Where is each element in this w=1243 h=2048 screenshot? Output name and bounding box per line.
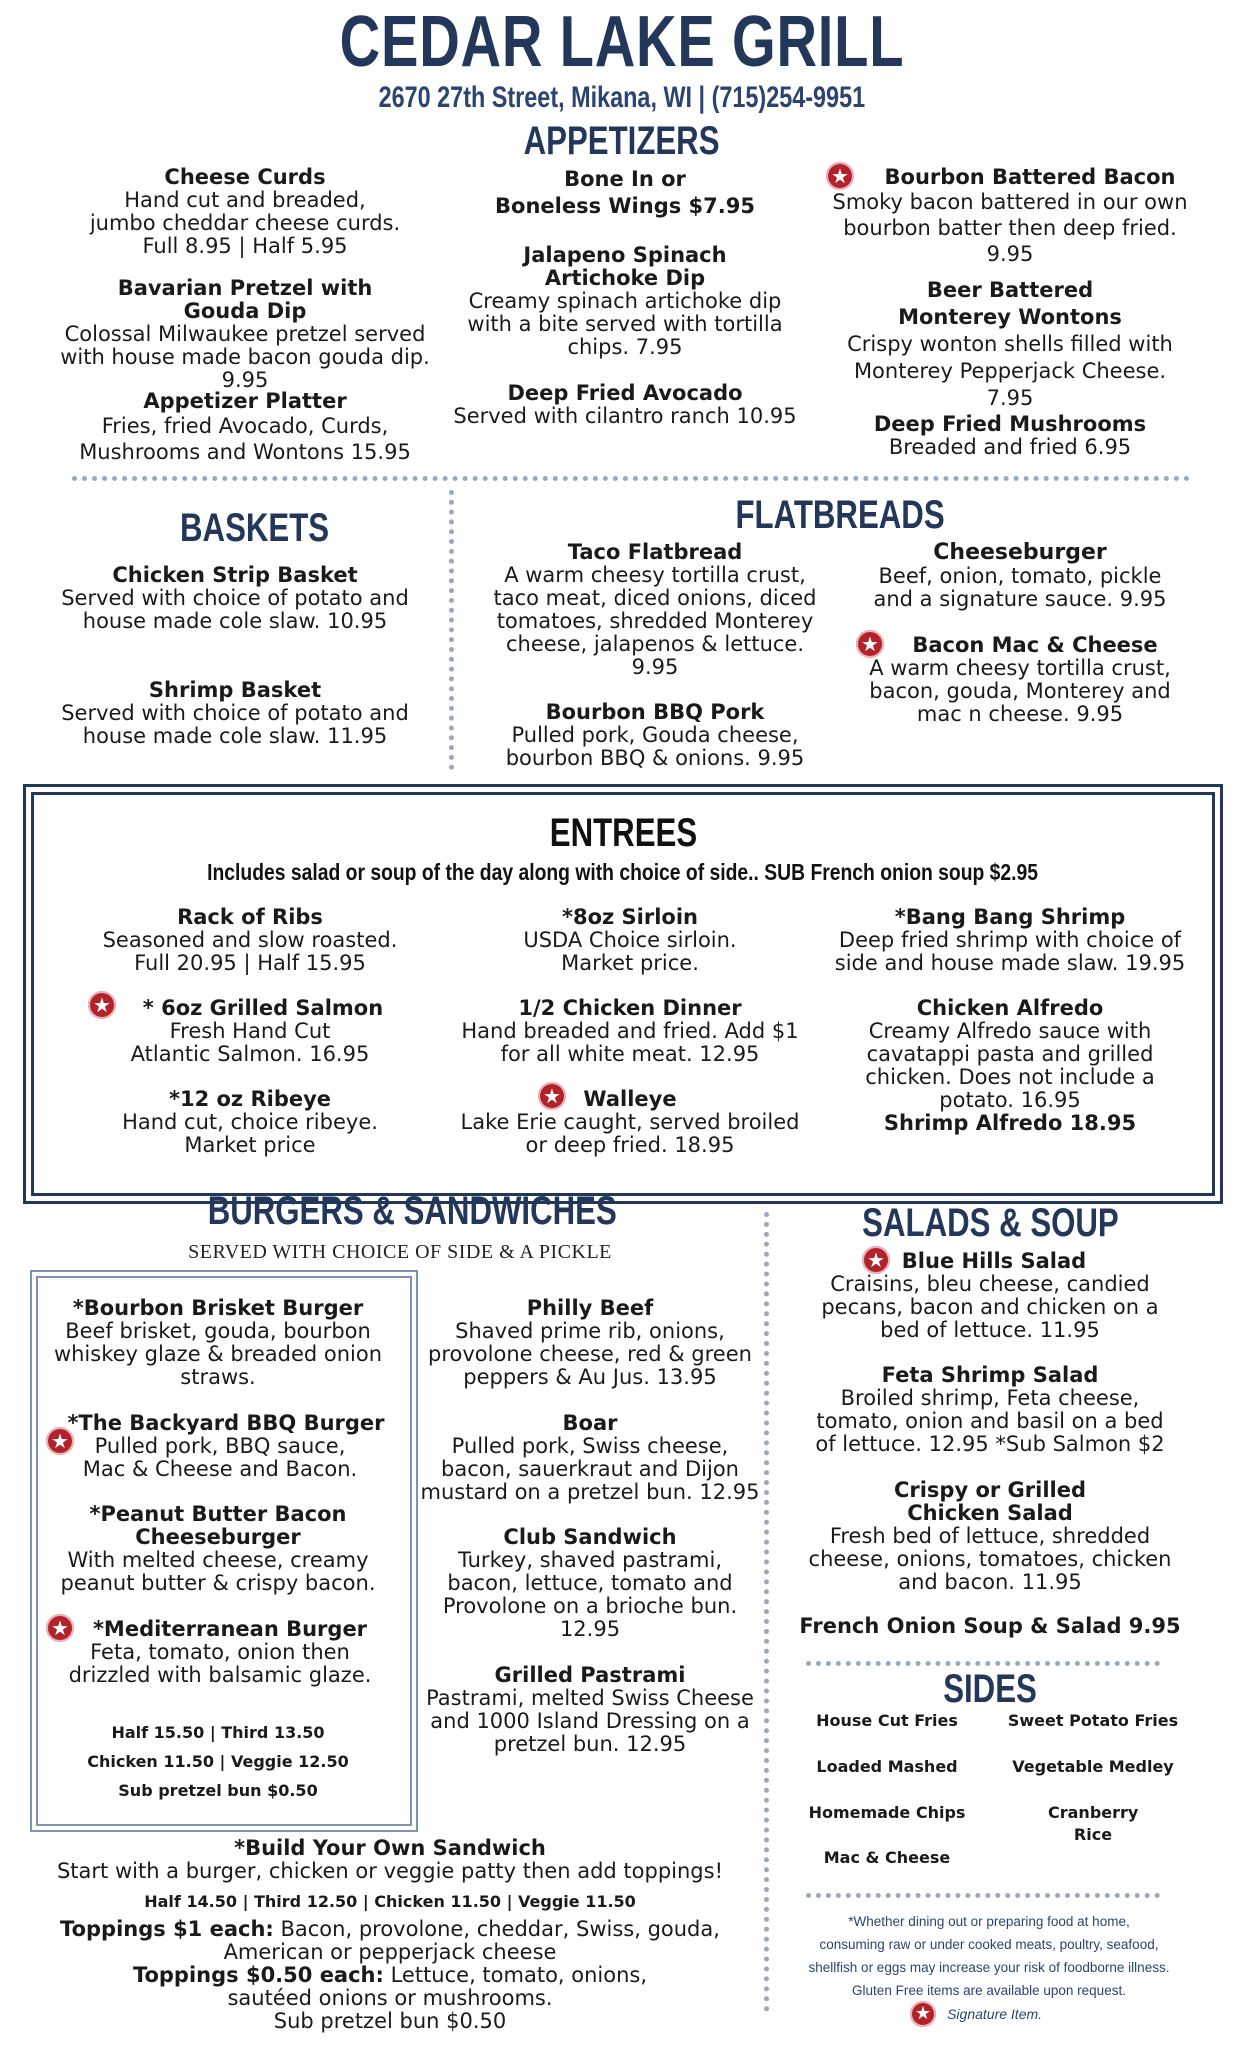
side-item: Loaded Mashed bbox=[816, 1757, 958, 1776]
menu-item-walleye: Walleye Lake Erie caught, served broiled or deep fried. 18.95 bbox=[460, 1087, 800, 1157]
signature-star-icon: ★ bbox=[46, 1427, 74, 1455]
salads-heading: SALADS & SOUP bbox=[861, 1201, 1119, 1245]
side-item: House Cut Fries bbox=[816, 1711, 958, 1730]
burgers-heading: BURGERS & SANDWICHES bbox=[207, 1189, 617, 1233]
menu-item-wontons: Beer Battered Monterey Wontons Crispy wonton shells filled with Monterey Pepperjack Cheese. 7.95 bbox=[847, 278, 1173, 410]
menu-item-taco-flatbread: Taco Flatbread A warm cheesy tortilla crust, taco meat, diced onions, diced tomatoes, shredded Monterey cheese, jalapenos & lettuce. 9.95 bbox=[493, 540, 817, 679]
side-item: Mac & Cheese bbox=[823, 1848, 951, 1867]
menu-item-club-sandwich: Club Sandwich Turkey, shaved pastrami, bacon, lettuce, tomato and Provolone on a brioche bun. 12.95 bbox=[442, 1525, 738, 1641]
menu-item-grilled-pastrami: Grilled Pastrami Pastrami, melted Swiss Cheese and 1000 Island Dressing on a pretzel bun. 12.95 bbox=[426, 1663, 754, 1756]
signature-star-icon: ★ bbox=[862, 1246, 890, 1274]
menu-item-soup-salad: French Onion Soup & Salad 9.95 bbox=[799, 1614, 1181, 1638]
menu-item-wings: Bone In or Boneless Wings $7.95 bbox=[495, 167, 755, 218]
signature-star-icon: ★ bbox=[826, 162, 854, 190]
menu-item-bang-bang-shrimp: *Bang Bang Shrimp Deep fried shrimp with choice of side and house made slaw. 19.95 bbox=[834, 905, 1186, 975]
menu-item-chicken-salad: Crispy or Grilled Chicken Salad Fresh bed of lettuce, shredded cheese, onions, tomatoes, chicken and bacon. 11.95 bbox=[808, 1478, 1172, 1594]
entrees-heading: ENTREES bbox=[549, 811, 697, 855]
restaurant-address: 2670 27th Street, Mikana, WI | (715)254-9951 bbox=[378, 81, 865, 114]
appetizers-heading: APPETIZERS bbox=[523, 119, 720, 163]
menu-item-sirloin: *8oz Sirloin USDA Choice sirloin. Market price. bbox=[523, 905, 737, 975]
menu-item-blue-hills-salad: Blue Hills Salad Craisins, bleu cheese, candied pecans, bacon and chicken on a bed of lettuce. 11.95 bbox=[821, 1249, 1159, 1342]
menu-item-chicken-dinner: 1/2 Chicken Dinner Hand breaded and fried. Add $1 for all white meat. 12.95 bbox=[461, 996, 799, 1066]
menu-item-philly-beef: Philly Beef Shaved prime rib, onions, provolone cheese, red & green peppers & Au Jus. 13.95 bbox=[428, 1296, 752, 1389]
signature-star-icon: ★ bbox=[856, 630, 884, 658]
menu-item-boar: Boar Pulled pork, Swiss cheese, bacon, sauerkraut and Dijon mustard on a pretzel bun. 12.95 bbox=[420, 1411, 760, 1504]
signature-star-icon: ★ bbox=[46, 1614, 74, 1642]
menu-item-cheese-curds: Cheese Curds Hand cut and breaded, jumbo cheddar cheese curds. Full 8.95 | Half 5.95 bbox=[89, 165, 401, 258]
side-item: Vegetable Medley bbox=[1012, 1757, 1174, 1776]
menu-item-cheeseburger-flatbread: Cheeseburger Beef, onion, tomato, pickle and a signature sauce. 9.95 bbox=[873, 540, 1167, 611]
baskets-heading: BASKETS bbox=[180, 506, 330, 550]
column-divider bbox=[449, 490, 454, 770]
column-divider bbox=[764, 1212, 769, 2012]
signature-star-icon: ★ bbox=[538, 1082, 566, 1110]
entrees-subheading: Includes salad or soup of the day along with choice of side.. SUB French onion soup $2.95 bbox=[207, 859, 1039, 885]
section-divider bbox=[72, 476, 1190, 481]
menu-item-grilled-salmon: * 6oz Grilled Salmon Fresh Hand Cut Atlantic Salmon. 16.95 bbox=[130, 996, 384, 1066]
menu-item-rack-of-ribs: Rack of Ribs Seasoned and slow roasted. Full 20.95 | Half 15.95 bbox=[102, 905, 398, 975]
menu-item-ribeye: *12 oz Ribeye Hand cut, choice ribeye. Market price bbox=[122, 1087, 378, 1157]
burgers-subheading: SERVED WITH CHOICE OF SIDE & A PICKLE bbox=[188, 1241, 612, 1263]
restaurant-title: CEDAR LAKE GRILL bbox=[339, 2, 904, 82]
flatbreads-heading: FLATBREADS bbox=[735, 493, 945, 537]
menu-item-feta-shrimp-salad: Feta Shrimp Salad Broiled shrimp, Feta cheese, tomato, onion and basil on a bed of lettuce. 12.95 *Sub Salmon $2 bbox=[815, 1363, 1165, 1456]
sides-heading: SIDES bbox=[943, 1667, 1037, 1711]
signature-star-icon: ★ bbox=[88, 991, 116, 1019]
menu-item-bacon-mac-flatbread: Bacon Mac & Cheese A warm cheesy tortilla crust, bacon, gouda, Monterey and mac n cheese. 9.95 bbox=[869, 633, 1171, 726]
menu-item-appetizer-platter: Appetizer Platter Fries, fried Avocado, Curds, Mushrooms and Wontons 15.95 bbox=[79, 389, 411, 464]
menu-item-chicken-strip-basket: Chicken Strip Basket Served with choice of potato and house made cole slaw. 10.95 bbox=[61, 563, 409, 633]
menu-item-pretzel: Bavarian Pretzel with Gouda Dip Colossal Milwaukee pretzel served with house made bacon gouda dip. 9.95 bbox=[60, 276, 430, 392]
menu-item-deep-fried-mushrooms: Deep Fried Mushrooms Breaded and fried 6.95 bbox=[873, 412, 1147, 459]
side-item: Sweet Potato Fries bbox=[1007, 1711, 1179, 1730]
menu-item-backyard-bbq-burger: *The Backyard BBQ Burger Pulled pork, BBQ sauce, Mac & Cheese and Bacon. bbox=[67, 1411, 385, 1481]
menu-item-bourbon-bacon: Bourbon Battered Bacon Smoky bacon battered in our own bourbon batter then deep fried. 9.95 bbox=[832, 165, 1188, 266]
menu-item-spinach-dip: Jalapeno Spinach Artichoke Dip Creamy spinach artichoke dip with a bite served with tortilla chips. 7.95 bbox=[467, 243, 783, 359]
menu-item-brisket-burger: *Bourbon Brisket Burger Beef brisket, gouda, bourbon whiskey glaze & breaded onion straws. bbox=[53, 1296, 383, 1389]
menu-item-bourbon-bbq-pork: Bourbon BBQ Pork Pulled pork, Gouda cheese, bourbon BBQ & onions. 9.95 bbox=[505, 700, 805, 770]
side-item: Cranberry Rice bbox=[1048, 1803, 1139, 1844]
signature-legend: ★ Signature Item. bbox=[910, 2001, 1042, 2031]
signature-star-icon: ★ bbox=[910, 2001, 936, 2027]
section-divider bbox=[806, 1893, 1160, 1898]
menu-item-build-your-own: *Build Your Own Sandwich Start with a burger, chicken or veggie patty then add toppings! Half 14.50 | Third 12.50 | Chicken 11.50 | Veggie 11.50 Toppings $1 each: Bacon, provolone, cheddar, Swiss, gouda, American or pepperjack cheese Toppings $0.50 each: Lettuce, tomato, onions, sautéed onions or mushrooms. Sub pretzel bun $0.50 bbox=[56, 1836, 724, 2033]
burger-prices: Half 15.50 | Third 13.50 Chicken 11.50 | Veggie 12.50 Sub pretzel bun $0.50 bbox=[87, 1723, 349, 1800]
food-safety-disclaimer: *Whether dining out or preparing food at home, consuming raw or under cooked meats, poultry, seafood, shellfish or eggs may increase your risk of foodborne illness. Gluten Free items are available upon request. bbox=[808, 1914, 1170, 1998]
menu-item-chicken-alfredo: Chicken Alfredo Creamy Alfredo sauce with cavatappi pasta and grilled chicken. Does not include a potato. 16.95 Shrimp Alfredo 18.95 bbox=[865, 996, 1155, 1135]
menu-item-deep-fried-avocado: Deep Fried Avocado Served with cilantro ranch 10.95 bbox=[453, 381, 797, 428]
menu-item-mediterranean-burger: *Mediterranean Burger Feta, tomato, onion then drizzled with balsamic glaze. bbox=[68, 1617, 372, 1687]
menu-item-shrimp-basket: Shrimp Basket Served with choice of potato and house made cole slaw. 11.95 bbox=[61, 678, 409, 748]
side-item: Homemade Chips bbox=[808, 1803, 966, 1822]
menu-item-peanut-butter-burger: *Peanut Butter Bacon Cheeseburger With melted cheese, creamy peanut butter & crispy bacon. bbox=[60, 1502, 376, 1595]
